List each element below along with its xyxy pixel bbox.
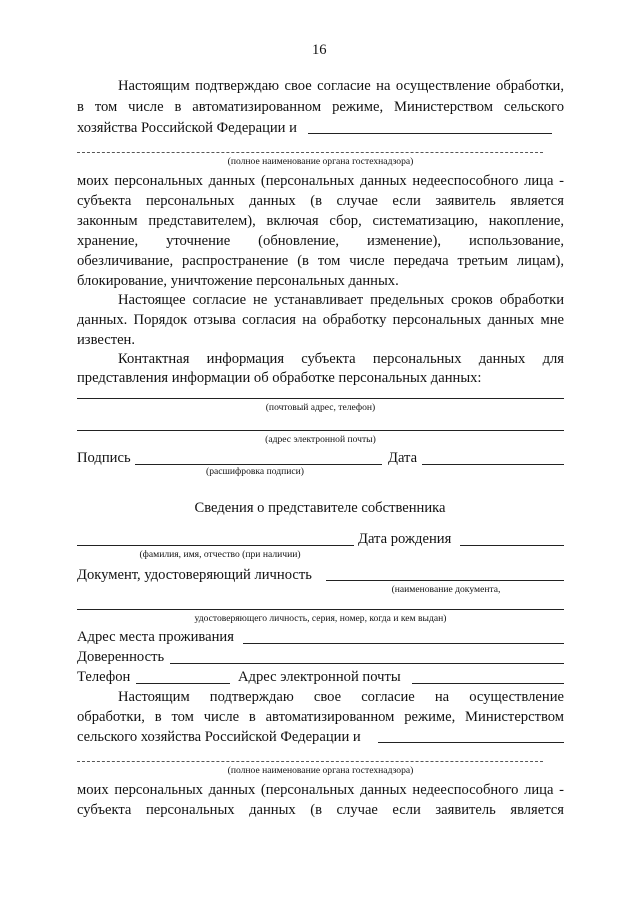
organ-name-field-line2[interactable] (77, 152, 543, 153)
date-field[interactable] (422, 464, 564, 465)
postal-address-caption: (почтовый адрес, телефон) (265, 402, 376, 413)
consent-paragraph-line: субъекта персональных данных (в случае если заявитель является (77, 193, 564, 209)
email-field[interactable] (77, 430, 564, 431)
consent-paragraph-line: обработки, в том числе в автоматизированном режиме, Министерством (77, 709, 564, 725)
consent-paragraph-line: обезличивание, распространение (в том числе передача третьим лицам), (77, 253, 564, 269)
consent-paragraph-line: Настоящим подтверждаю свое согласие на осуществление обработки, (118, 78, 564, 94)
id-document-caption-line2: удостоверяющего личность, серия, номер, когда и кем выдан) (194, 613, 447, 624)
proxy-label: Доверенность (77, 649, 165, 665)
contact-paragraph-line: Контактная информация субъекта персональных данных для (118, 351, 564, 367)
address-field[interactable] (243, 643, 564, 644)
id-document-caption: (наименование документа, (391, 584, 501, 595)
proxy-field[interactable] (170, 663, 564, 664)
consent-paragraph-line: блокирование, уничтожение персональных данных. (77, 273, 399, 289)
representative-heading: Сведения о представителе собственника (194, 500, 446, 516)
phone-field[interactable] (136, 683, 230, 684)
consent-paragraph-line: моих персональных данных (персональных данных недееспособного лица - (77, 782, 564, 798)
consent-paragraph-line: сельского хозяйства Российской Федерации и (77, 729, 361, 745)
address-label: Адрес места проживания (77, 629, 234, 645)
consent-paragraph-line: моих персональных данных (персональных данных недееспособного лица - (77, 173, 564, 189)
organ-name-field-2-line2[interactable] (77, 761, 543, 762)
terms-paragraph-line: Настоящее согласие не устанавливает предельных сроков обработки (118, 292, 564, 308)
representative-email-label: Адрес электронной почты (238, 669, 401, 685)
fio-caption: (фамилия, имя, отчество (при наличии) (139, 549, 301, 560)
id-document-field[interactable] (326, 580, 564, 581)
birth-date-field[interactable] (460, 545, 564, 546)
organ-name-field-2[interactable] (378, 742, 564, 743)
page-number: 16 (312, 42, 327, 58)
consent-paragraph-line: хозяйства Российской Федерации и (77, 120, 297, 136)
contact-paragraph-line: представления информации об обработке персональных данных: (77, 370, 482, 386)
consent-paragraph-line: субъекта персональных данных (в случае если заявитель является (77, 802, 564, 818)
organ-name-field[interactable] (308, 133, 552, 134)
terms-paragraph-line: данных. Порядок отзыва согласия на обработку персональных данных мне (77, 312, 564, 328)
postal-address-field[interactable] (77, 398, 564, 399)
birth-date-label: Дата рождения (358, 531, 452, 547)
representative-fio-field[interactable] (77, 545, 354, 546)
phone-label: Телефон (77, 669, 131, 685)
organ-name-caption-2: (полное наименование органа гостехнадзора) (227, 765, 414, 776)
consent-paragraph-line: в том числе в автоматизированном режиме, Министерством сельского (77, 99, 564, 115)
representative-email-field[interactable] (412, 683, 564, 684)
consent-paragraph-line: Настоящим подтверждаю свое согласие на осуществление (118, 689, 564, 705)
terms-paragraph-line: известен. (77, 332, 136, 348)
consent-paragraph-line: хранение, уточнение (обновление, изменение), использование, (77, 233, 564, 249)
signature-label: Подпись (77, 450, 131, 466)
consent-paragraph-line: законным представителем), включая сбор, систематизацию, накопление, (77, 213, 564, 229)
email-caption: (адрес электронной почты) (265, 434, 376, 445)
signature-field[interactable] (135, 464, 382, 465)
signature-caption: (расшифровка подписи) (206, 466, 304, 477)
date-label: Дата (388, 450, 418, 466)
id-document-field-line2[interactable] (77, 609, 564, 610)
id-document-label: Документ, удостоверяющий личность (77, 567, 312, 583)
organ-name-caption: (полное наименование органа гостехнадзора) (227, 156, 414, 167)
